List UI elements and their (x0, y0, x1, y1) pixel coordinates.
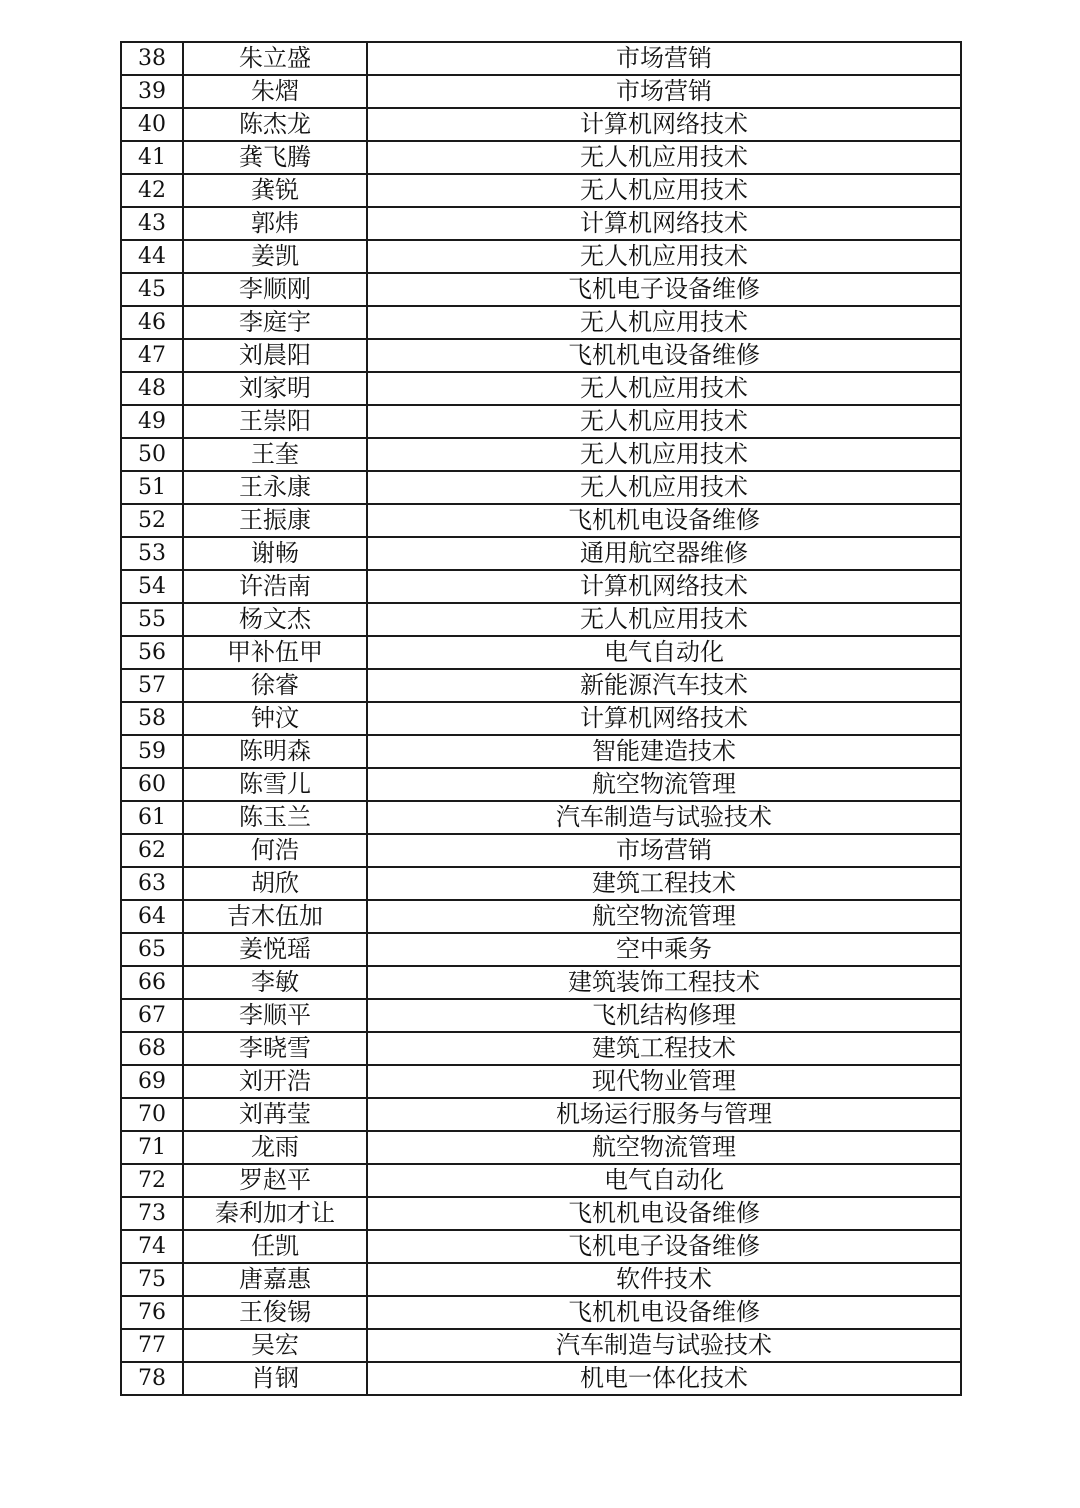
major-cell: 飞机机电设备维修 (367, 1197, 961, 1230)
student-name-cell: 李顺平 (183, 999, 367, 1032)
student-name-cell: 秦利加才让 (183, 1197, 367, 1230)
student-name-cell: 许浩南 (183, 570, 367, 603)
student-name-cell: 肖钢 (183, 1362, 367, 1395)
major-cell: 无人机应用技术 (367, 405, 961, 438)
student-name-cell: 任凯 (183, 1230, 367, 1263)
table-row (121, 1230, 961, 1263)
major-cell: 无人机应用技术 (367, 306, 961, 339)
major-cell: 无人机应用技术 (367, 141, 961, 174)
roster-table (120, 41, 962, 1396)
table-row (121, 1164, 961, 1197)
row-number-cell: 68 (121, 1032, 183, 1065)
student-name-cell: 杨文杰 (183, 603, 367, 636)
student-name-cell: 刘家明 (183, 372, 367, 405)
row-number-cell: 63 (121, 867, 183, 900)
major-cell: 市场营销 (367, 75, 961, 108)
row-number-cell: 38 (121, 42, 183, 75)
major-cell: 航空物流管理 (367, 900, 961, 933)
student-name-cell: 王振康 (183, 504, 367, 537)
student-name-cell: 姜悦瑶 (183, 933, 367, 966)
major-cell: 航空物流管理 (367, 1131, 961, 1164)
major-cell: 计算机网络技术 (367, 570, 961, 603)
table-row (121, 603, 961, 636)
student-name-cell: 龙雨 (183, 1131, 367, 1164)
major-cell: 软件技术 (367, 1263, 961, 1296)
student-name-cell: 徐睿 (183, 669, 367, 702)
table-row (121, 372, 961, 405)
major-cell: 机场运行服务与管理 (367, 1098, 961, 1131)
table-row (121, 75, 961, 108)
student-name-cell: 陈玉兰 (183, 801, 367, 834)
major-cell: 市场营销 (367, 834, 961, 867)
student-name-cell: 吴宏 (183, 1329, 367, 1362)
student-name-cell: 龚锐 (183, 174, 367, 207)
major-cell: 计算机网络技术 (367, 702, 961, 735)
table-row (121, 636, 961, 669)
major-cell: 智能建造技术 (367, 735, 961, 768)
table-row (121, 570, 961, 603)
row-number-cell: 62 (121, 834, 183, 867)
table-row (121, 240, 961, 273)
student-name-cell: 王奎 (183, 438, 367, 471)
table-row (121, 438, 961, 471)
table-row (121, 933, 961, 966)
row-number-cell: 39 (121, 75, 183, 108)
student-name-cell: 罗赵平 (183, 1164, 367, 1197)
row-number-cell: 60 (121, 768, 183, 801)
table-row (121, 207, 961, 240)
roster-table-body (121, 42, 961, 1395)
major-cell: 无人机应用技术 (367, 174, 961, 207)
table-row (121, 273, 961, 306)
table-row (121, 1032, 961, 1065)
major-cell: 飞机电子设备维修 (367, 1230, 961, 1263)
student-name-cell: 陈雪儿 (183, 768, 367, 801)
major-cell: 无人机应用技术 (367, 471, 961, 504)
row-number-cell: 57 (121, 669, 183, 702)
table-row (121, 1329, 961, 1362)
major-cell: 汽车制造与试验技术 (367, 1329, 961, 1362)
major-cell: 飞机机电设备维修 (367, 1296, 961, 1329)
row-number-cell: 46 (121, 306, 183, 339)
row-number-cell: 50 (121, 438, 183, 471)
table-row (121, 339, 961, 372)
student-name-cell: 李庭宇 (183, 306, 367, 339)
table-row (121, 141, 961, 174)
row-number-cell: 77 (121, 1329, 183, 1362)
student-name-cell: 陈杰龙 (183, 108, 367, 141)
table-row (121, 1197, 961, 1230)
student-name-cell: 朱熠 (183, 75, 367, 108)
row-number-cell: 49 (121, 405, 183, 438)
student-name-cell: 陈明森 (183, 735, 367, 768)
table-row (121, 1362, 961, 1395)
student-name-cell: 姜凯 (183, 240, 367, 273)
row-number-cell: 72 (121, 1164, 183, 1197)
row-number-cell: 61 (121, 801, 183, 834)
major-cell: 无人机应用技术 (367, 372, 961, 405)
student-name-cell: 刘晨阳 (183, 339, 367, 372)
table-row (121, 834, 961, 867)
table-row (121, 735, 961, 768)
row-number-cell: 43 (121, 207, 183, 240)
major-cell: 通用航空器维修 (367, 537, 961, 570)
student-name-cell: 朱立盛 (183, 42, 367, 75)
table-row (121, 900, 961, 933)
row-number-cell: 69 (121, 1065, 183, 1098)
row-number-cell: 52 (121, 504, 183, 537)
row-number-cell: 74 (121, 1230, 183, 1263)
row-number-cell: 45 (121, 273, 183, 306)
table-row (121, 504, 961, 537)
table-row (121, 1131, 961, 1164)
row-number-cell: 65 (121, 933, 183, 966)
row-number-cell: 47 (121, 339, 183, 372)
major-cell: 无人机应用技术 (367, 240, 961, 273)
row-number-cell: 70 (121, 1098, 183, 1131)
major-cell: 建筑装饰工程技术 (367, 966, 961, 999)
row-number-cell: 66 (121, 966, 183, 999)
row-number-cell: 54 (121, 570, 183, 603)
student-name-cell: 钟汶 (183, 702, 367, 735)
student-name-cell: 何浩 (183, 834, 367, 867)
major-cell: 汽车制造与试验技术 (367, 801, 961, 834)
major-cell: 计算机网络技术 (367, 207, 961, 240)
row-number-cell: 67 (121, 999, 183, 1032)
student-name-cell: 龚飞腾 (183, 141, 367, 174)
table-row (121, 42, 961, 75)
row-number-cell: 59 (121, 735, 183, 768)
student-name-cell: 王俊锡 (183, 1296, 367, 1329)
major-cell: 现代物业管理 (367, 1065, 961, 1098)
student-name-cell: 吉木伍加 (183, 900, 367, 933)
major-cell: 空中乘务 (367, 933, 961, 966)
row-number-cell: 51 (121, 471, 183, 504)
major-cell: 电气自动化 (367, 636, 961, 669)
table-row (121, 306, 961, 339)
student-name-cell: 李顺刚 (183, 273, 367, 306)
student-name-cell: 刘开浩 (183, 1065, 367, 1098)
table-row (121, 999, 961, 1032)
table-row (121, 405, 961, 438)
row-number-cell: 58 (121, 702, 183, 735)
student-name-cell: 郭炜 (183, 207, 367, 240)
row-number-cell: 76 (121, 1296, 183, 1329)
student-name-cell: 唐嘉惠 (183, 1263, 367, 1296)
row-number-cell: 64 (121, 900, 183, 933)
table-row (121, 1263, 961, 1296)
major-cell: 建筑工程技术 (367, 1032, 961, 1065)
major-cell: 航空物流管理 (367, 768, 961, 801)
student-name-cell: 谢畅 (183, 537, 367, 570)
row-number-cell: 75 (121, 1263, 183, 1296)
student-name-cell: 李晓雪 (183, 1032, 367, 1065)
student-name-cell: 王永康 (183, 471, 367, 504)
row-number-cell: 71 (121, 1131, 183, 1164)
table-row (121, 108, 961, 141)
table-row (121, 669, 961, 702)
table-row (121, 1296, 961, 1329)
table-row (121, 966, 961, 999)
major-cell: 飞机电子设备维修 (367, 273, 961, 306)
row-number-cell: 40 (121, 108, 183, 141)
table-row (121, 471, 961, 504)
row-number-cell: 44 (121, 240, 183, 273)
student-name-cell: 甲补伍甲 (183, 636, 367, 669)
row-number-cell: 55 (121, 603, 183, 636)
major-cell: 电气自动化 (367, 1164, 961, 1197)
row-number-cell: 73 (121, 1197, 183, 1230)
row-number-cell: 56 (121, 636, 183, 669)
major-cell: 无人机应用技术 (367, 438, 961, 471)
major-cell: 市场营销 (367, 42, 961, 75)
student-name-cell: 刘苒莹 (183, 1098, 367, 1131)
table-row (121, 1098, 961, 1131)
table-row (121, 801, 961, 834)
table-row (121, 174, 961, 207)
major-cell: 飞机机电设备维修 (367, 504, 961, 537)
major-cell: 飞机结构修理 (367, 999, 961, 1032)
major-cell: 建筑工程技术 (367, 867, 961, 900)
table-row (121, 537, 961, 570)
student-name-cell: 胡欣 (183, 867, 367, 900)
row-number-cell: 42 (121, 174, 183, 207)
row-number-cell: 41 (121, 141, 183, 174)
row-number-cell: 78 (121, 1362, 183, 1395)
row-number-cell: 53 (121, 537, 183, 570)
major-cell: 机电一体化技术 (367, 1362, 961, 1395)
table-row (121, 867, 961, 900)
major-cell: 计算机网络技术 (367, 108, 961, 141)
table-row (121, 1065, 961, 1098)
table-row (121, 768, 961, 801)
table-row (121, 702, 961, 735)
row-number-cell: 48 (121, 372, 183, 405)
major-cell: 新能源汽车技术 (367, 669, 961, 702)
major-cell: 无人机应用技术 (367, 603, 961, 636)
major-cell: 飞机机电设备维修 (367, 339, 961, 372)
student-name-cell: 李敏 (183, 966, 367, 999)
student-name-cell: 王崇阳 (183, 405, 367, 438)
